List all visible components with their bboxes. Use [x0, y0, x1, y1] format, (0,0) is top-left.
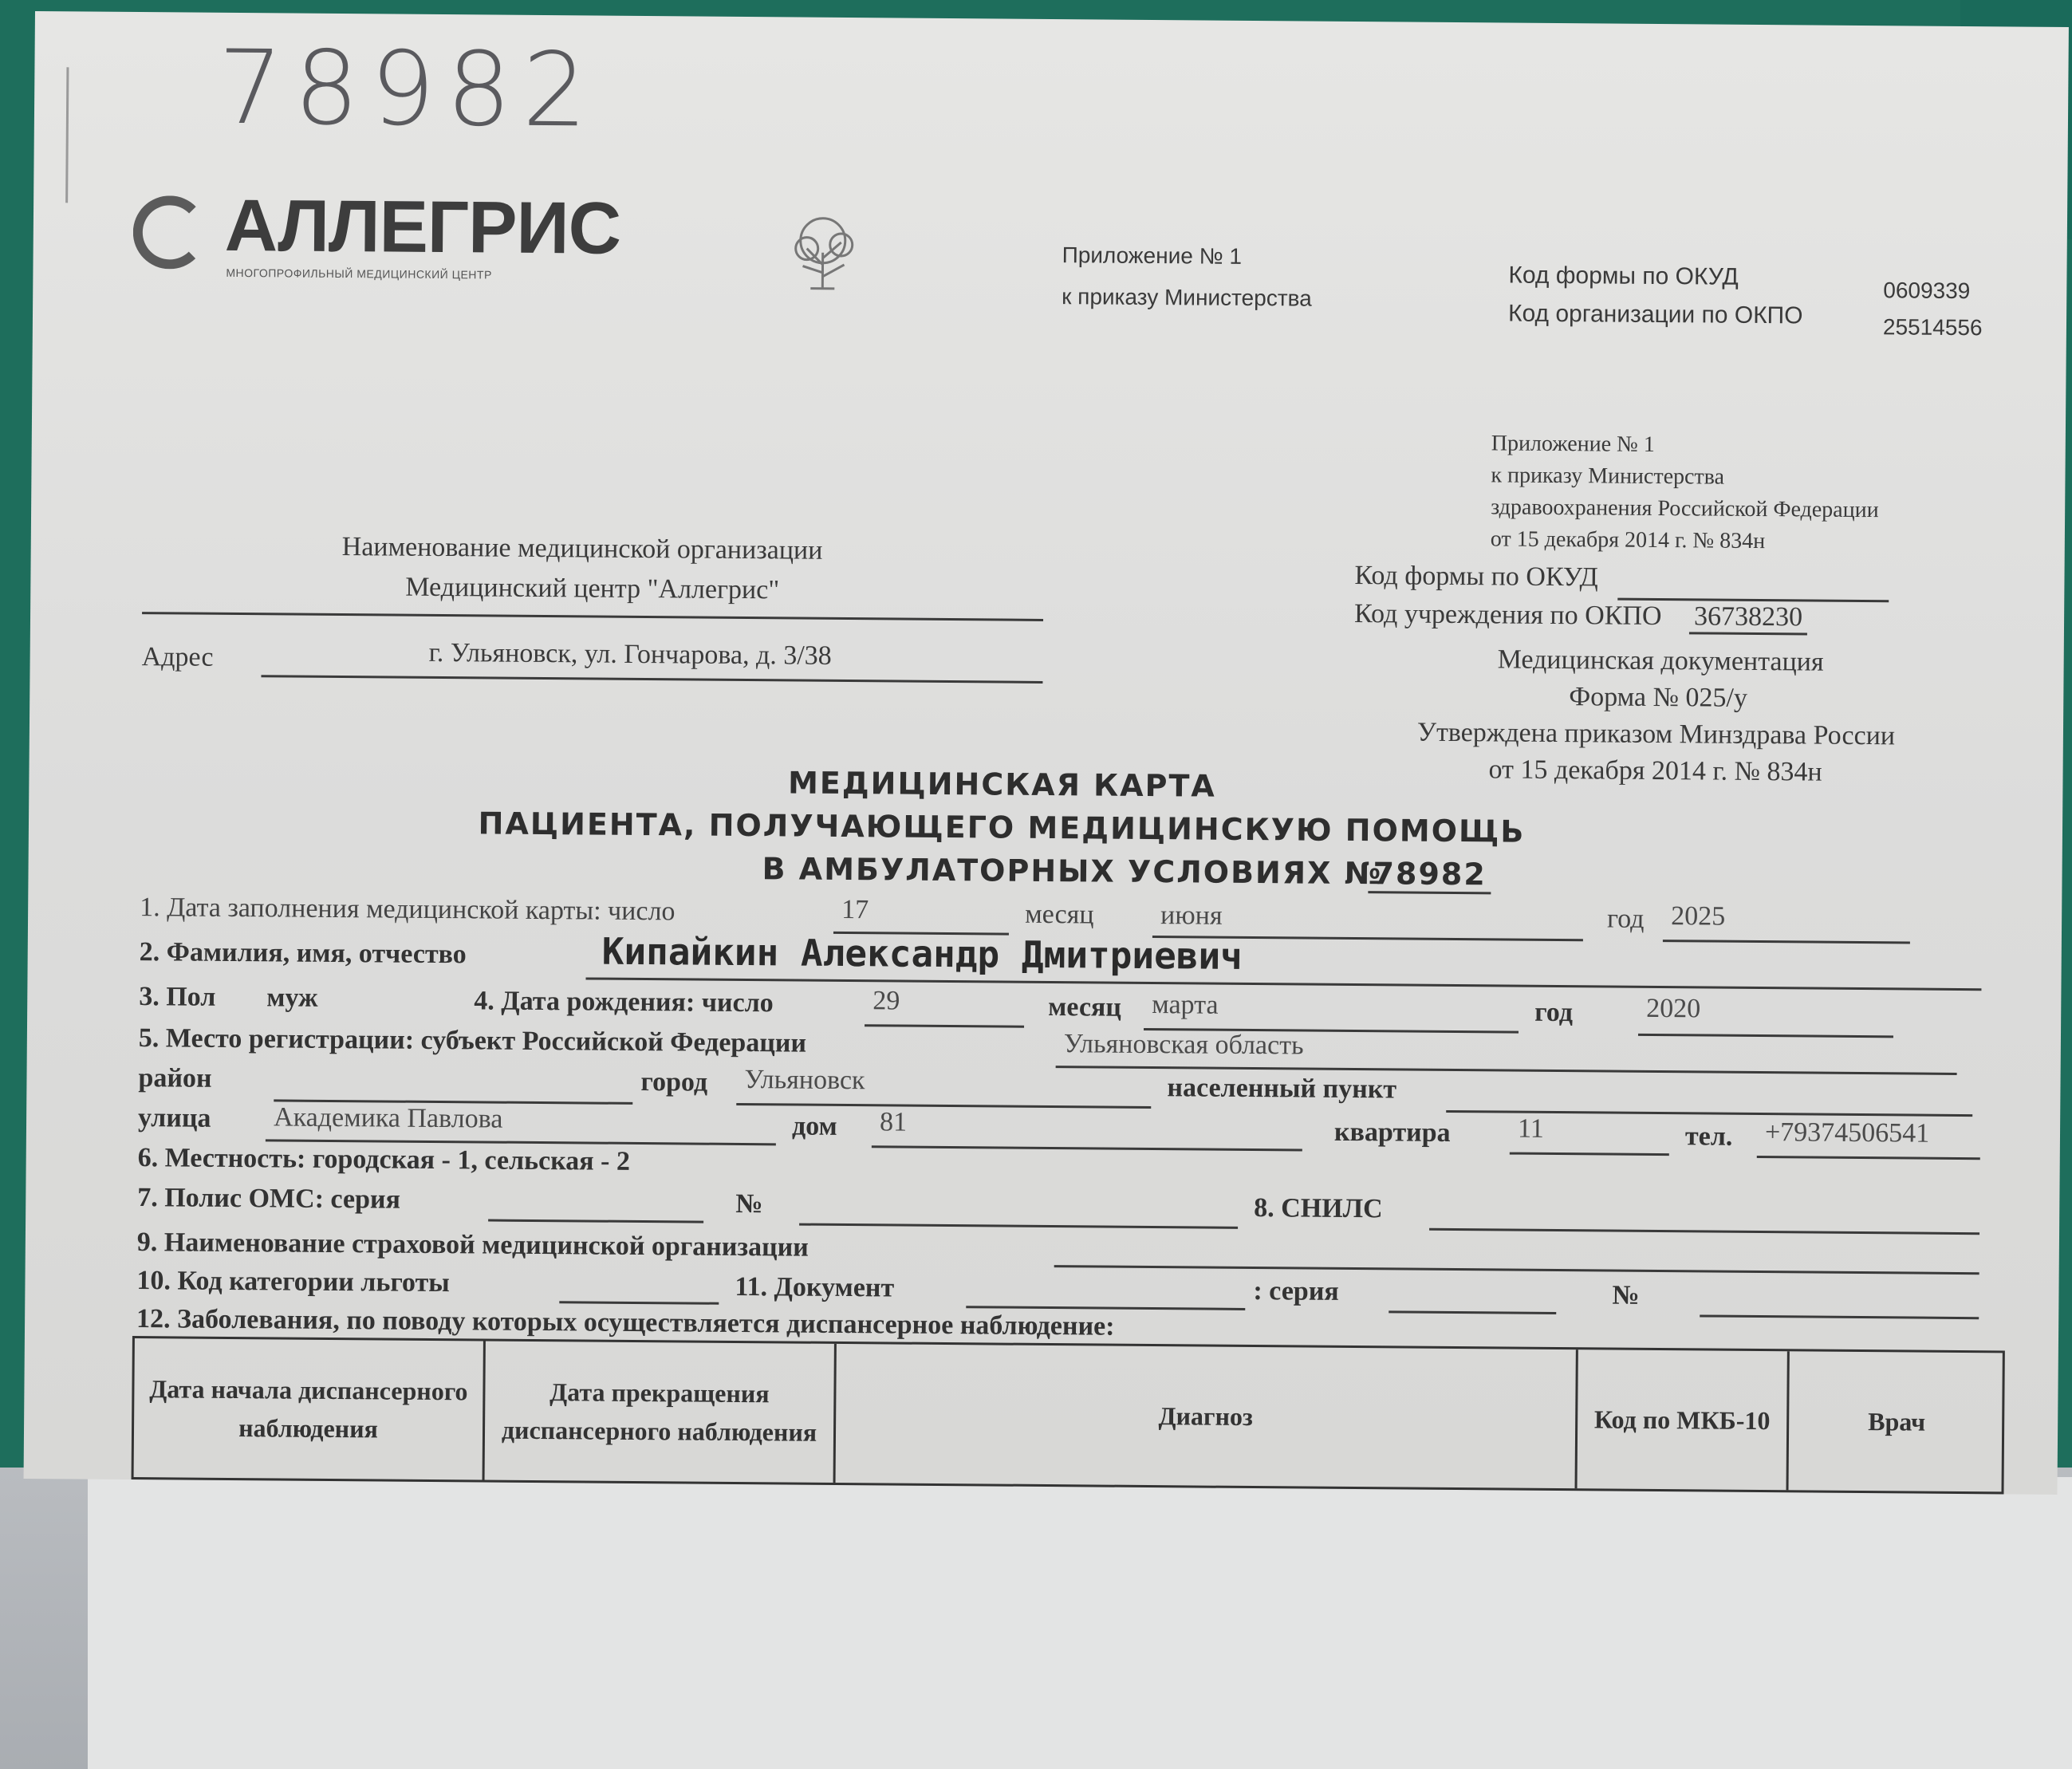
field11-series-label: : серия — [1253, 1276, 1339, 1306]
field1-year-label: год — [1606, 904, 1645, 934]
title-line2: ПАЦИЕНТА, ПОЛУЧАЮЩЕГО МЕДИЦИНСКУЮ ПОМОЩЬ — [478, 806, 1526, 849]
patient-full-name: Кипайкин Александр Дмитриевич — [601, 929, 1243, 978]
appendix-line1: Приложение № 1 — [1491, 431, 1655, 457]
margin-pencil-mark — [65, 67, 69, 203]
city-label: город — [640, 1067, 708, 1097]
field1-year: 2025 — [1671, 901, 1726, 932]
apartment-value: 11 — [1517, 1113, 1544, 1144]
field4-month-label: месяц — [1048, 992, 1122, 1022]
org-name-value: Медицинский центр "Аллегрис" — [405, 572, 780, 605]
logo-ring-icon — [132, 195, 207, 270]
doc-line3: Утверждена приказом Минздрава России — [1416, 717, 1896, 751]
okpo-value: 36738230 — [1689, 601, 1807, 635]
logo-tagline: МНОГОПРОФИЛЬНЫЙ МЕДИЦИНСКИЙ ЦЕНТР — [226, 266, 492, 282]
field2-label: 2. Фамилия, имя, отчество — [139, 937, 467, 970]
table-header-icd10: Код по МКБ-10 — [1578, 1349, 1790, 1490]
field6-label: 6. Местность: городская - 1, сельская - 2 — [137, 1143, 631, 1176]
field4-month: марта — [1152, 990, 1219, 1020]
appendix-line2: к приказу Министерства — [1491, 463, 1725, 490]
doc-line2: Форма № 025/у — [1569, 682, 1748, 713]
street-value: Академика Павлова — [273, 1102, 503, 1134]
background-paper-sheet — [88, 1477, 2072, 1769]
address-underline — [261, 675, 1042, 684]
doc-line4: от 15 декабря 2014 г. № 834н — [1488, 754, 1822, 787]
field11-number-line — [1700, 1314, 1979, 1319]
street-label: улица — [137, 1103, 211, 1133]
phone-line — [1757, 1156, 1980, 1160]
field7-label: 7. Полис ОМС: серия — [137, 1183, 401, 1215]
tree-emblem-icon — [778, 208, 867, 297]
field11-label: 11. Документ — [735, 1271, 895, 1303]
field1-year-line — [1663, 940, 1910, 944]
medical-card-page — [24, 11, 2069, 1495]
field4-year-label: год — [1534, 997, 1574, 1028]
field4-label: 4. Дата рождения: число — [474, 986, 774, 1018]
field1-month: июня — [1160, 900, 1223, 931]
org-name-label: Наименование медицинской организации — [341, 532, 823, 565]
okud-label: Код формы по ОКУД — [1354, 561, 1598, 593]
field12-label: 12. Заболевания, по поводу которых осуществляется диспансерное наблюдение: — [136, 1304, 1115, 1342]
field8-line — [1429, 1228, 1979, 1235]
table-header-diagnosis: Диагноз — [836, 1344, 1578, 1488]
header-okpo-label: Код организации по ОКПО — [1507, 300, 1803, 329]
field4-day: 29 — [873, 986, 900, 1016]
field5-label: 5. Место регистрации: субъект Российской Федерации — [138, 1023, 807, 1058]
field10-line — [559, 1301, 719, 1305]
city-line — [736, 1103, 1151, 1109]
header-appendix-line2: к приказу Министерства — [1062, 284, 1312, 311]
phone-value: +79374506541 — [1764, 1117, 1930, 1148]
header-okud-label: Код формы по ОКУД — [1508, 262, 1739, 290]
field10-label: 10. Код категории льготы — [136, 1266, 450, 1298]
title-line1: МЕДИЦИНСКАЯ КАРТА — [787, 765, 1216, 804]
field1-day: 17 — [841, 894, 869, 925]
city-value: Ульяновск — [744, 1065, 865, 1096]
appendix-line3: здравоохранения Российской Федерации — [1491, 494, 1879, 523]
field1-month-label: месяц — [1025, 899, 1094, 930]
address-value: г. Ульяновск, ул. Гончарова, д. 3/38 — [428, 637, 832, 671]
header-okud-value: 0609339 — [1883, 278, 1971, 304]
handwritten-card-number: 78982 — [217, 28, 600, 151]
field8-label: 8. СНИЛС — [1254, 1193, 1383, 1224]
field3-label: 3. Пол — [139, 982, 216, 1012]
org-name-underline — [142, 612, 1043, 621]
okpo-label: Код учреждения по ОКПО — [1353, 599, 1662, 632]
doc-line1: Медицинская документация — [1497, 644, 1824, 677]
apartment-line — [1510, 1152, 1669, 1156]
field9-label: 9. Наименование страховой медицинской организации — [136, 1227, 809, 1263]
field2-line — [585, 977, 1981, 991]
header-appendix-line1: Приложение № 1 — [1062, 242, 1243, 269]
district-label: район — [138, 1063, 212, 1093]
field7-number-line — [799, 1223, 1238, 1229]
logo-name: АЛЛЕГРИС — [224, 184, 621, 270]
field7-number-label: № — [735, 1188, 763, 1219]
field9-line — [1054, 1265, 1979, 1275]
table-header-doctor: Врач — [1868, 1407, 1926, 1436]
field1-label: 1. Дата заполнения медицинской карты: число — [140, 892, 676, 927]
region-value: Ульяновская область — [1063, 1029, 1304, 1061]
field11-series-line — [1389, 1310, 1556, 1314]
card-number: 78982 — [1368, 856, 1491, 894]
house-value: 81 — [879, 1107, 908, 1137]
field4-year-line — [1638, 1034, 1893, 1038]
field4-year: 2020 — [1646, 993, 1701, 1024]
header-okpo-value: 25514556 — [1882, 314, 1983, 341]
field11-number-label: № — [1612, 1280, 1640, 1310]
house-label: дом — [791, 1111, 837, 1141]
field7-series-line — [488, 1219, 703, 1223]
dispensary-table — [132, 1336, 2005, 1494]
title-line3: В АМБУЛАТОРНЫХ УСЛОВИЯХ № — [762, 851, 1383, 892]
field3-value: муж — [266, 983, 318, 1013]
phone-label: тел. — [1684, 1121, 1733, 1152]
apartment-label: квартира — [1333, 1117, 1451, 1148]
table-header-end-date: Дата прекращения диспансерного наблюдения — [485, 1341, 837, 1482]
table-header-start-date: Дата начала диспансерного наблюдения — [134, 1338, 486, 1479]
appendix-line4: от 15 декабря 2014 г. № 834н — [1490, 526, 1766, 554]
address-label: Адрес — [141, 642, 214, 672]
settlement-label: населенный пункт — [1167, 1073, 1397, 1105]
field11-doc-line — [966, 1306, 1245, 1310]
house-line — [872, 1145, 1302, 1151]
field4-day-line — [865, 1024, 1024, 1028]
